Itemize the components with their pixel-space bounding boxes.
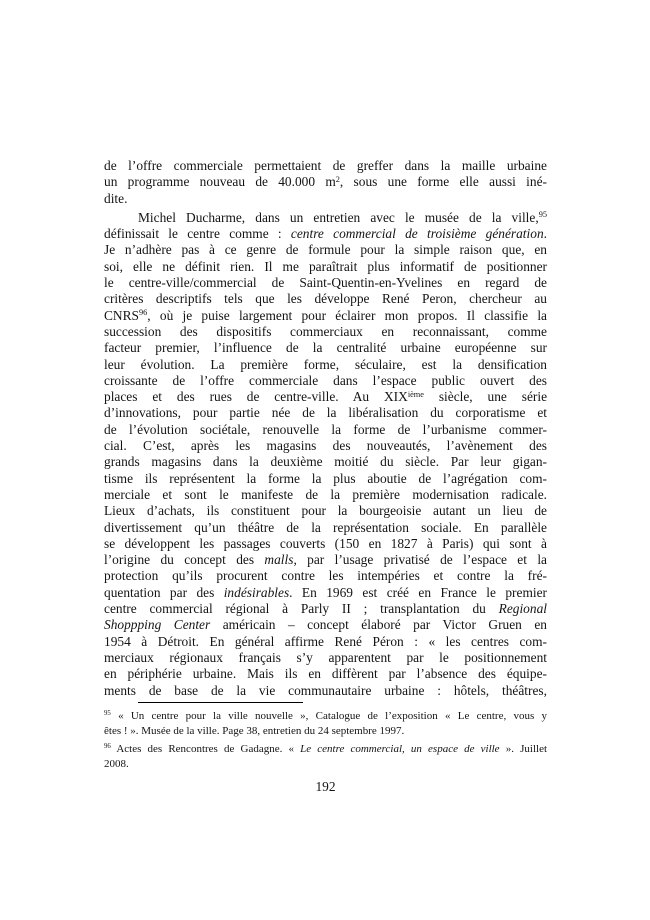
text-line (104, 709, 547, 724)
text-segment: croissante de l’offre commerciale dans l’espace public ouvert des (104, 372, 547, 388)
text-segment: êtes ! ». Musée de la ville. Page 38, entretien du 24 septembre 1997. (104, 725, 405, 737)
text-line (104, 634, 547, 650)
text-segment: Je n’adhère pas à ce genre de formule pour la simple raison que, en (104, 242, 547, 258)
text-line (104, 438, 547, 454)
text-line (104, 503, 547, 519)
text-segment: quentation par des (104, 584, 224, 600)
text-line (104, 158, 547, 174)
text-segment: de l’offre commerciale permettaient de greffer dans la maille urbaine (104, 158, 547, 173)
footnotes (104, 702, 547, 772)
text-segment: soi, elle ne définit rien. Il me paraîtrait plus informatif de positionner (104, 258, 547, 274)
text-line (104, 174, 547, 190)
footnote (104, 709, 547, 739)
text-segment: , par l’usage privatisé de l’espace et la (293, 552, 547, 568)
superscript-text: 95 (104, 710, 111, 718)
text-line (104, 191, 547, 207)
text-line (104, 552, 547, 568)
text-segment: dite. (104, 190, 128, 206)
text-segment: Lieux d’achats, ils constituent pour la bourgeoisie autant un lieu de (104, 503, 547, 519)
text-segment: cial. C’est, après les magasins des nouveautés, l’avènement des (104, 438, 547, 454)
text-segment: centre commercial régional à Parly II ; transplantation du (104, 601, 499, 617)
text-segment: succession des dispositifs commerciaux en reconnaissant, comme (104, 323, 547, 339)
text-line (104, 357, 547, 373)
text-segment: l’origine du concept des (104, 552, 265, 568)
text-segment: , où je puise largement pour éclairer mon propos. Il classifie la (147, 307, 547, 323)
text-segment: siècle, une série (423, 389, 548, 405)
footnote-separator (138, 702, 303, 703)
text-segment: Michel Ducharme, dans un entretien avec le musée de la ville, (138, 209, 539, 225)
text-line (104, 471, 547, 487)
text-segment: « Un centre pour la ville nouvelle », Catalogue de l’exposition « Le centre, vous y (110, 710, 547, 722)
text-line (104, 389, 547, 405)
text-line (104, 683, 547, 699)
text-segment: CNRS (104, 307, 139, 323)
text-segment: définissait le centre comme : (104, 226, 291, 242)
italic-text: Regional (498, 601, 547, 617)
text-line (104, 405, 547, 421)
text-segment: tisme ils représentent la forme la plus aboutie de l’agrégation com- (104, 470, 547, 486)
text-segment: ». Juillet (499, 743, 548, 755)
text-segment: divertissement qu’un théâtre de la représentation sociale. En parallèle (104, 519, 547, 535)
text-segment: merciaux régionaux français s’y apparentent par le positionnement (104, 649, 547, 665)
italic-text: malls (264, 552, 294, 568)
text-segment: . En 1969 est créé en France le premier (289, 584, 547, 600)
body-text (104, 158, 547, 699)
text-line (104, 520, 547, 536)
text-segment: leur évolution. La première forme, séculaire, est la densification (104, 356, 547, 372)
text-line (104, 373, 547, 389)
text-line (104, 757, 547, 772)
superscript-text: 2 (335, 174, 340, 184)
text-line (104, 487, 547, 503)
text-line (104, 536, 547, 552)
text-line (104, 340, 547, 356)
text-segment: de l’évolution sociétale, renouvelle la forme de l’urbanisme commer- (104, 421, 547, 437)
text-line (104, 724, 547, 739)
text-line (104, 650, 547, 666)
text-segment: places et des rues de centre-ville. Au XIX (104, 389, 408, 405)
italic-text: centre commercial de troisième génération (290, 226, 544, 242)
text-line (104, 275, 547, 291)
text-segment: en périphérie urbaine. Mais ils en diffèrent par l’absence des équipe- (104, 666, 547, 682)
body-paragraph (104, 210, 547, 699)
text-line (104, 210, 547, 226)
superscript-text: 96 (138, 308, 148, 318)
text-segment: merciale et sont le manifeste de la première modernisation radicale. (104, 486, 547, 502)
text-segment: d’innovations, pour partie née de la libéralisation du corporatisme et (104, 405, 547, 421)
body-paragraph (104, 158, 547, 207)
page-number: 192 (315, 779, 336, 794)
superscript-text: 95 (538, 210, 547, 220)
text-segment: le centre-ville/commercial de Saint-Quentin-en-Yvelines en regard de (104, 275, 547, 291)
text-segment: Actes des Rencontres de Gadagne. « (110, 743, 301, 755)
text-line (104, 242, 547, 258)
text-line (104, 454, 547, 470)
text-line (104, 226, 547, 242)
text-line (104, 666, 547, 682)
text-segment: se développent les passages couverts (150 en 1827 à Paris) qui sont à (104, 535, 547, 551)
superscript-text: 96 (104, 743, 111, 751)
superscript-text: ième (407, 389, 424, 399)
italic-text: Le centre commercial, un espace de ville (300, 743, 500, 755)
text-segment: 1954 à Détroit. En général affirme René Péron : « les centres com- (104, 633, 547, 649)
italic-text: Shoppping Center (104, 617, 211, 633)
text-line (104, 617, 547, 633)
text-line (104, 259, 547, 275)
text-segment: grands magasins dans la deuxième moitié du siècle. Par leur gigan- (104, 454, 547, 470)
text-segment: américain – concept élaboré par Victor Gruen en (210, 617, 547, 633)
text-segment: facteur premier, l’influence de la centralité urbaine européenne sur (104, 340, 547, 356)
text-segment: protection qu’ils procurent contre les intempéries et contre la fré- (104, 568, 547, 584)
text-segment: critères descriptifs tels que les développe René Peron, chercheur au (104, 291, 547, 307)
text-line (104, 291, 547, 307)
text-segment: un programme nouveau de 40.000 m (104, 174, 336, 190)
text-line (104, 422, 547, 438)
text-segment: 2008. (104, 758, 129, 770)
text-segment: . (543, 226, 547, 242)
text-line (104, 568, 547, 584)
text-line (104, 585, 547, 601)
text-line (104, 308, 547, 324)
text-segment: , sous une forme elle aussi iné- (339, 174, 548, 190)
italic-text: indésirables (223, 584, 290, 600)
text-segment: ments de base de la vie communautaire urbaine : hôtels, théâtres, (104, 682, 547, 698)
text-line (104, 601, 547, 617)
text-line (104, 742, 547, 757)
text-line (104, 324, 547, 340)
footnote (104, 742, 547, 772)
